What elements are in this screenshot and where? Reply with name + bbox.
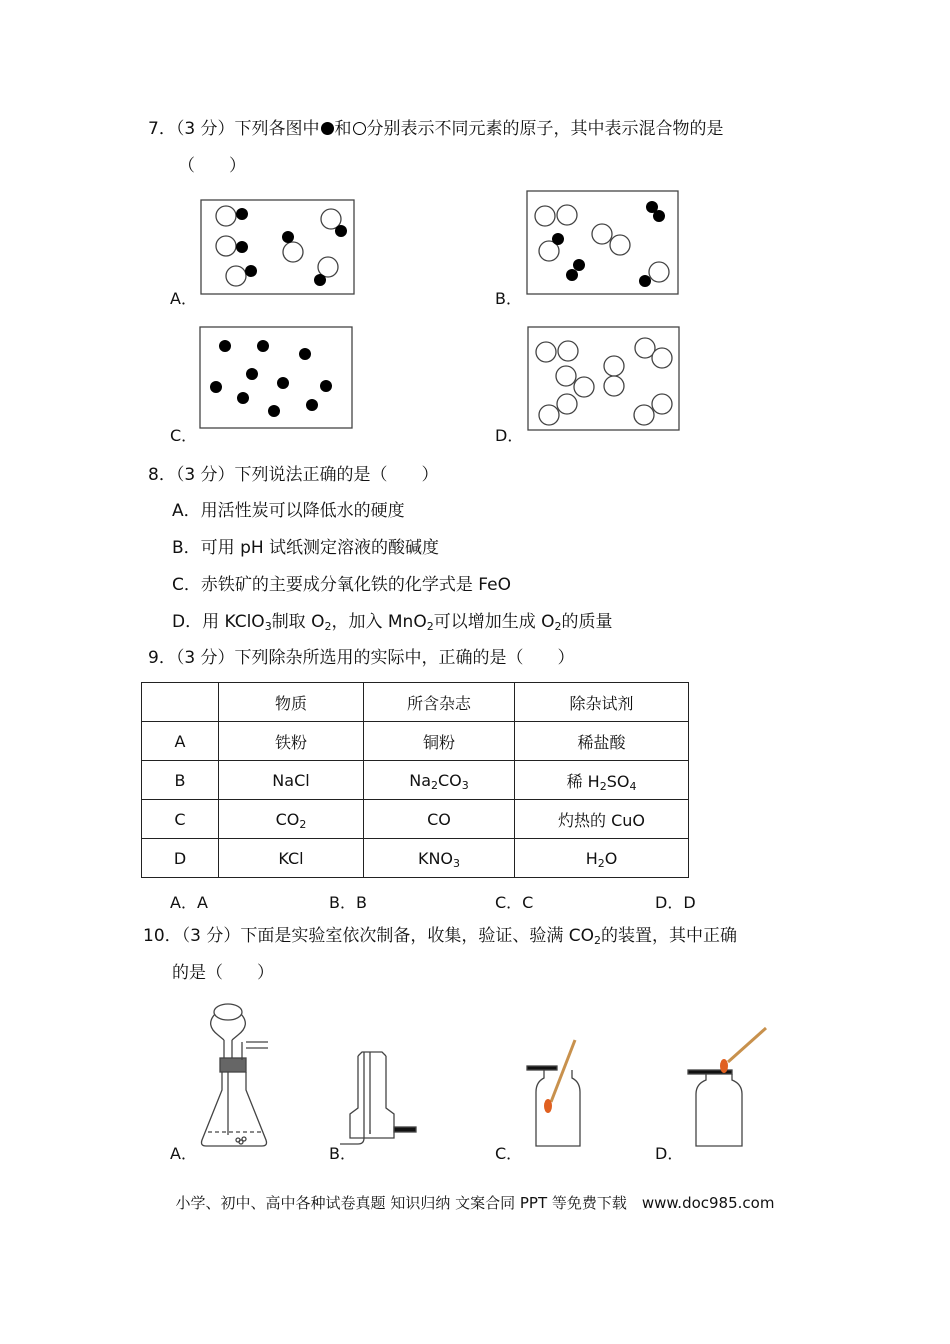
table-cell: CO xyxy=(364,800,515,839)
table-cell: 灼热的 CuO xyxy=(515,800,689,839)
q7-paren: （ ） xyxy=(178,156,246,176)
q9-table xyxy=(141,682,689,878)
cell-sub: 2 xyxy=(599,779,607,793)
q10-text: 的装置，其中正确 xyxy=(601,926,738,946)
table-cell: D xyxy=(142,839,219,878)
q8-d-text: D．用 KClO xyxy=(172,612,265,632)
table-cell: NaCl xyxy=(219,761,364,800)
cell-text: CO xyxy=(438,770,462,790)
q7-stem-part: 和 xyxy=(334,119,352,139)
table-header-row xyxy=(142,683,689,722)
gas-bottle-icon xyxy=(340,1052,416,1144)
q8-option-b[interactable]: B．可用 pH 试纸测定溶液的酸碱度 xyxy=(172,538,440,558)
q8-option-a[interactable]: A．用活性炭可以降低水的硬度 xyxy=(172,501,405,521)
table-header-cell xyxy=(142,683,219,722)
table-cell: KCl xyxy=(219,839,364,878)
q10-apparatus xyxy=(0,990,950,1170)
q8-d-sub: 2 xyxy=(554,620,562,633)
cell-text: 稀 H xyxy=(566,771,600,791)
q8-d-text: 制取 O xyxy=(271,612,325,632)
q8-d-sub: 2 xyxy=(426,620,434,633)
q8-d-text: 的质量 xyxy=(561,612,613,632)
cell-sub: 4 xyxy=(629,779,637,793)
table-row xyxy=(142,800,689,839)
table-cell xyxy=(364,839,515,878)
table-row xyxy=(142,761,689,800)
q8-stem: 8．（3 分）下列说法正确的是（ ） xyxy=(148,465,439,485)
cell-text: Na xyxy=(409,770,431,790)
table-row xyxy=(142,839,689,878)
q8-d-sub: 2 xyxy=(324,620,332,633)
table-row xyxy=(142,722,689,761)
q9-choice-a[interactable]: A．A xyxy=(170,893,208,912)
q7-option-c[interactable]: C． xyxy=(170,426,198,445)
table-cell: 铁粉 xyxy=(219,722,364,761)
q9-stem: 9．（3 分）下列除杂所选用的实际中，正确的是（ ） xyxy=(148,648,575,668)
q7-diagrams xyxy=(0,0,950,460)
cell-sub: 3 xyxy=(461,778,469,792)
table-cell xyxy=(515,839,689,878)
page-footer: 小学、初中、高中各种试卷真题 知识归纳 文案合同 PPT 等免费下载 www.doc985.com xyxy=(175,1194,775,1212)
bottle-match-mouth-icon xyxy=(688,1028,766,1146)
cell-sub: 2 xyxy=(299,817,307,831)
q10-option-d[interactable]: D． xyxy=(655,1144,684,1163)
q7-option-d[interactable]: D． xyxy=(495,426,524,445)
table-cell: 铜粉 xyxy=(364,722,515,761)
q10-option-c[interactable]: C． xyxy=(495,1144,523,1163)
flask-apparatus-icon xyxy=(202,1004,269,1146)
table-cell xyxy=(219,800,364,839)
q8-option-c[interactable]: C．赤铁矿的主要成分氧化铁的化学式是 FeO xyxy=(172,575,511,595)
q9-choice-d[interactable]: D．D xyxy=(655,893,696,912)
q8-option-d[interactable] xyxy=(172,611,613,633)
cell-sub: 2 xyxy=(431,778,438,792)
table-cell: C xyxy=(142,800,219,839)
q8-d-text: 可以增加生成 O xyxy=(433,612,555,632)
q10-sub: 2 xyxy=(594,934,602,947)
q10-text: 10．（3 分）下面是实验室依次制备，收集，验证、验满 CO xyxy=(143,926,595,946)
q8-d-text: ，加入 MnO xyxy=(331,612,427,632)
q7-stem-part: 7．（3 分）下列各图中 xyxy=(148,119,320,139)
q10-option-a[interactable]: A． xyxy=(170,1144,197,1163)
cell-text: SO xyxy=(606,771,630,791)
table-cell xyxy=(364,761,515,800)
cell-text: H xyxy=(585,848,598,868)
table-header-cell: 除杂试剂 xyxy=(515,683,689,722)
table-cell: A xyxy=(142,722,219,761)
table-header-cell: 所含杂志 xyxy=(364,683,515,722)
cell-sub: 2 xyxy=(597,856,605,870)
bottle-match-inside-icon xyxy=(527,1040,580,1146)
cell-text: CO xyxy=(275,809,300,829)
q9-choice-c[interactable]: C．C xyxy=(495,893,534,912)
q10-stem-line2: 的是（ ） xyxy=(172,963,274,983)
cell-sub: 3 xyxy=(453,856,461,870)
cell-text: O xyxy=(604,848,618,868)
q7-option-b[interactable]: B． xyxy=(495,289,522,308)
q10-option-b[interactable]: B． xyxy=(329,1144,356,1163)
table-cell: B xyxy=(142,761,219,800)
table-cell xyxy=(515,761,689,800)
q8-d-sub: 3 xyxy=(264,620,272,633)
table-cell: 稀盐酸 xyxy=(515,722,689,761)
q7-stem-part: 分别表示不同元素的原子，其中表示混合物的是 xyxy=(366,119,724,139)
q10-stem-line1 xyxy=(143,925,737,947)
cell-text: KNO xyxy=(417,848,454,868)
q7-option-a[interactable]: A． xyxy=(170,289,197,308)
table-header-cell: 物质 xyxy=(219,683,364,722)
q9-choice-b[interactable]: B．B xyxy=(329,893,367,912)
